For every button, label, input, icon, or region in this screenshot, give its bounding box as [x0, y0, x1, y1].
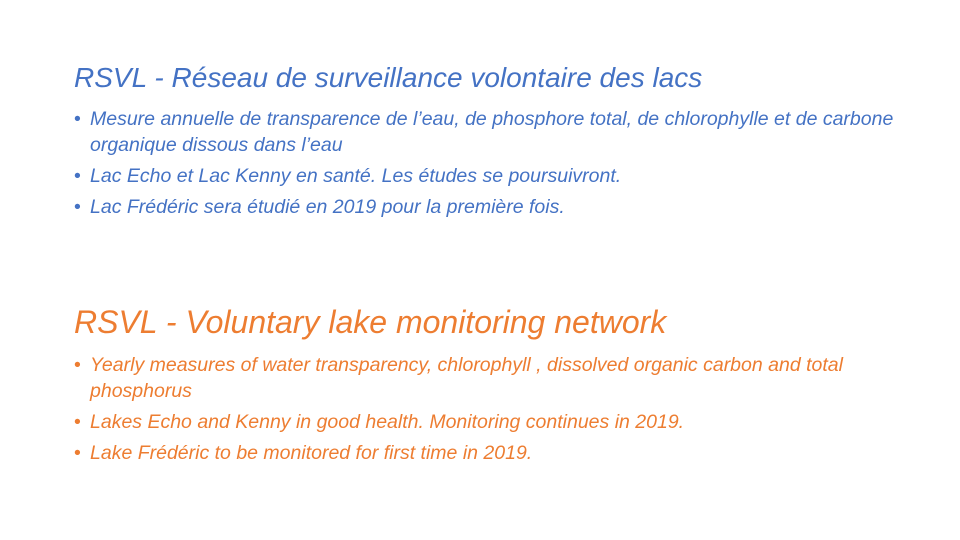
bullet-dot-icon: • [74, 354, 81, 376]
french-bullet-3 [74, 194, 934, 220]
french-title: RSVL - Réseau de surveillance volontaire des lacs [74, 62, 703, 93]
english-bullet-2 [74, 409, 934, 435]
english-bullet-2-text: Lakes Echo and Kenny in good health. Monitoring continues in 2019. [90, 411, 685, 433]
english-bullet-3-text: Lake Frédéric to be monitored for first time in 2019. [90, 442, 533, 464]
french-bullet-1 [74, 106, 934, 158]
french-bullet-3-text: Lac Frédéric sera étudié en 2019 pour la première fois. [90, 196, 565, 218]
bullet-dot-icon: • [74, 108, 81, 130]
english-section [74, 300, 934, 471]
bullet-dot-icon: • [74, 165, 81, 187]
french-bullet-2-text: Lac Echo et Lac Kenny en santé. Les études se poursuivront. [90, 165, 622, 187]
french-bullet-1-text: Mesure annuelle de transparence de l’eau, de phosphore total, de chlorophylle et de carbone organique dissous dans l’eau [90, 108, 894, 156]
english-bullet-list [74, 352, 934, 466]
bullet-dot-icon: • [74, 411, 81, 433]
english-title: RSVL - Voluntary lake monitoring network [74, 304, 667, 340]
french-bullet-2 [74, 163, 934, 189]
bullet-dot-icon: • [74, 442, 81, 464]
english-bullet-1 [74, 352, 934, 404]
french-bullet-list [74, 106, 934, 220]
english-bullet-3 [74, 440, 934, 466]
bullet-dot-icon: • [74, 196, 81, 218]
french-section [74, 58, 934, 225]
english-bullet-1-text: Yearly measures of water transparency, chlorophyll , dissolved organic carbon and total phosphorus [90, 354, 843, 402]
